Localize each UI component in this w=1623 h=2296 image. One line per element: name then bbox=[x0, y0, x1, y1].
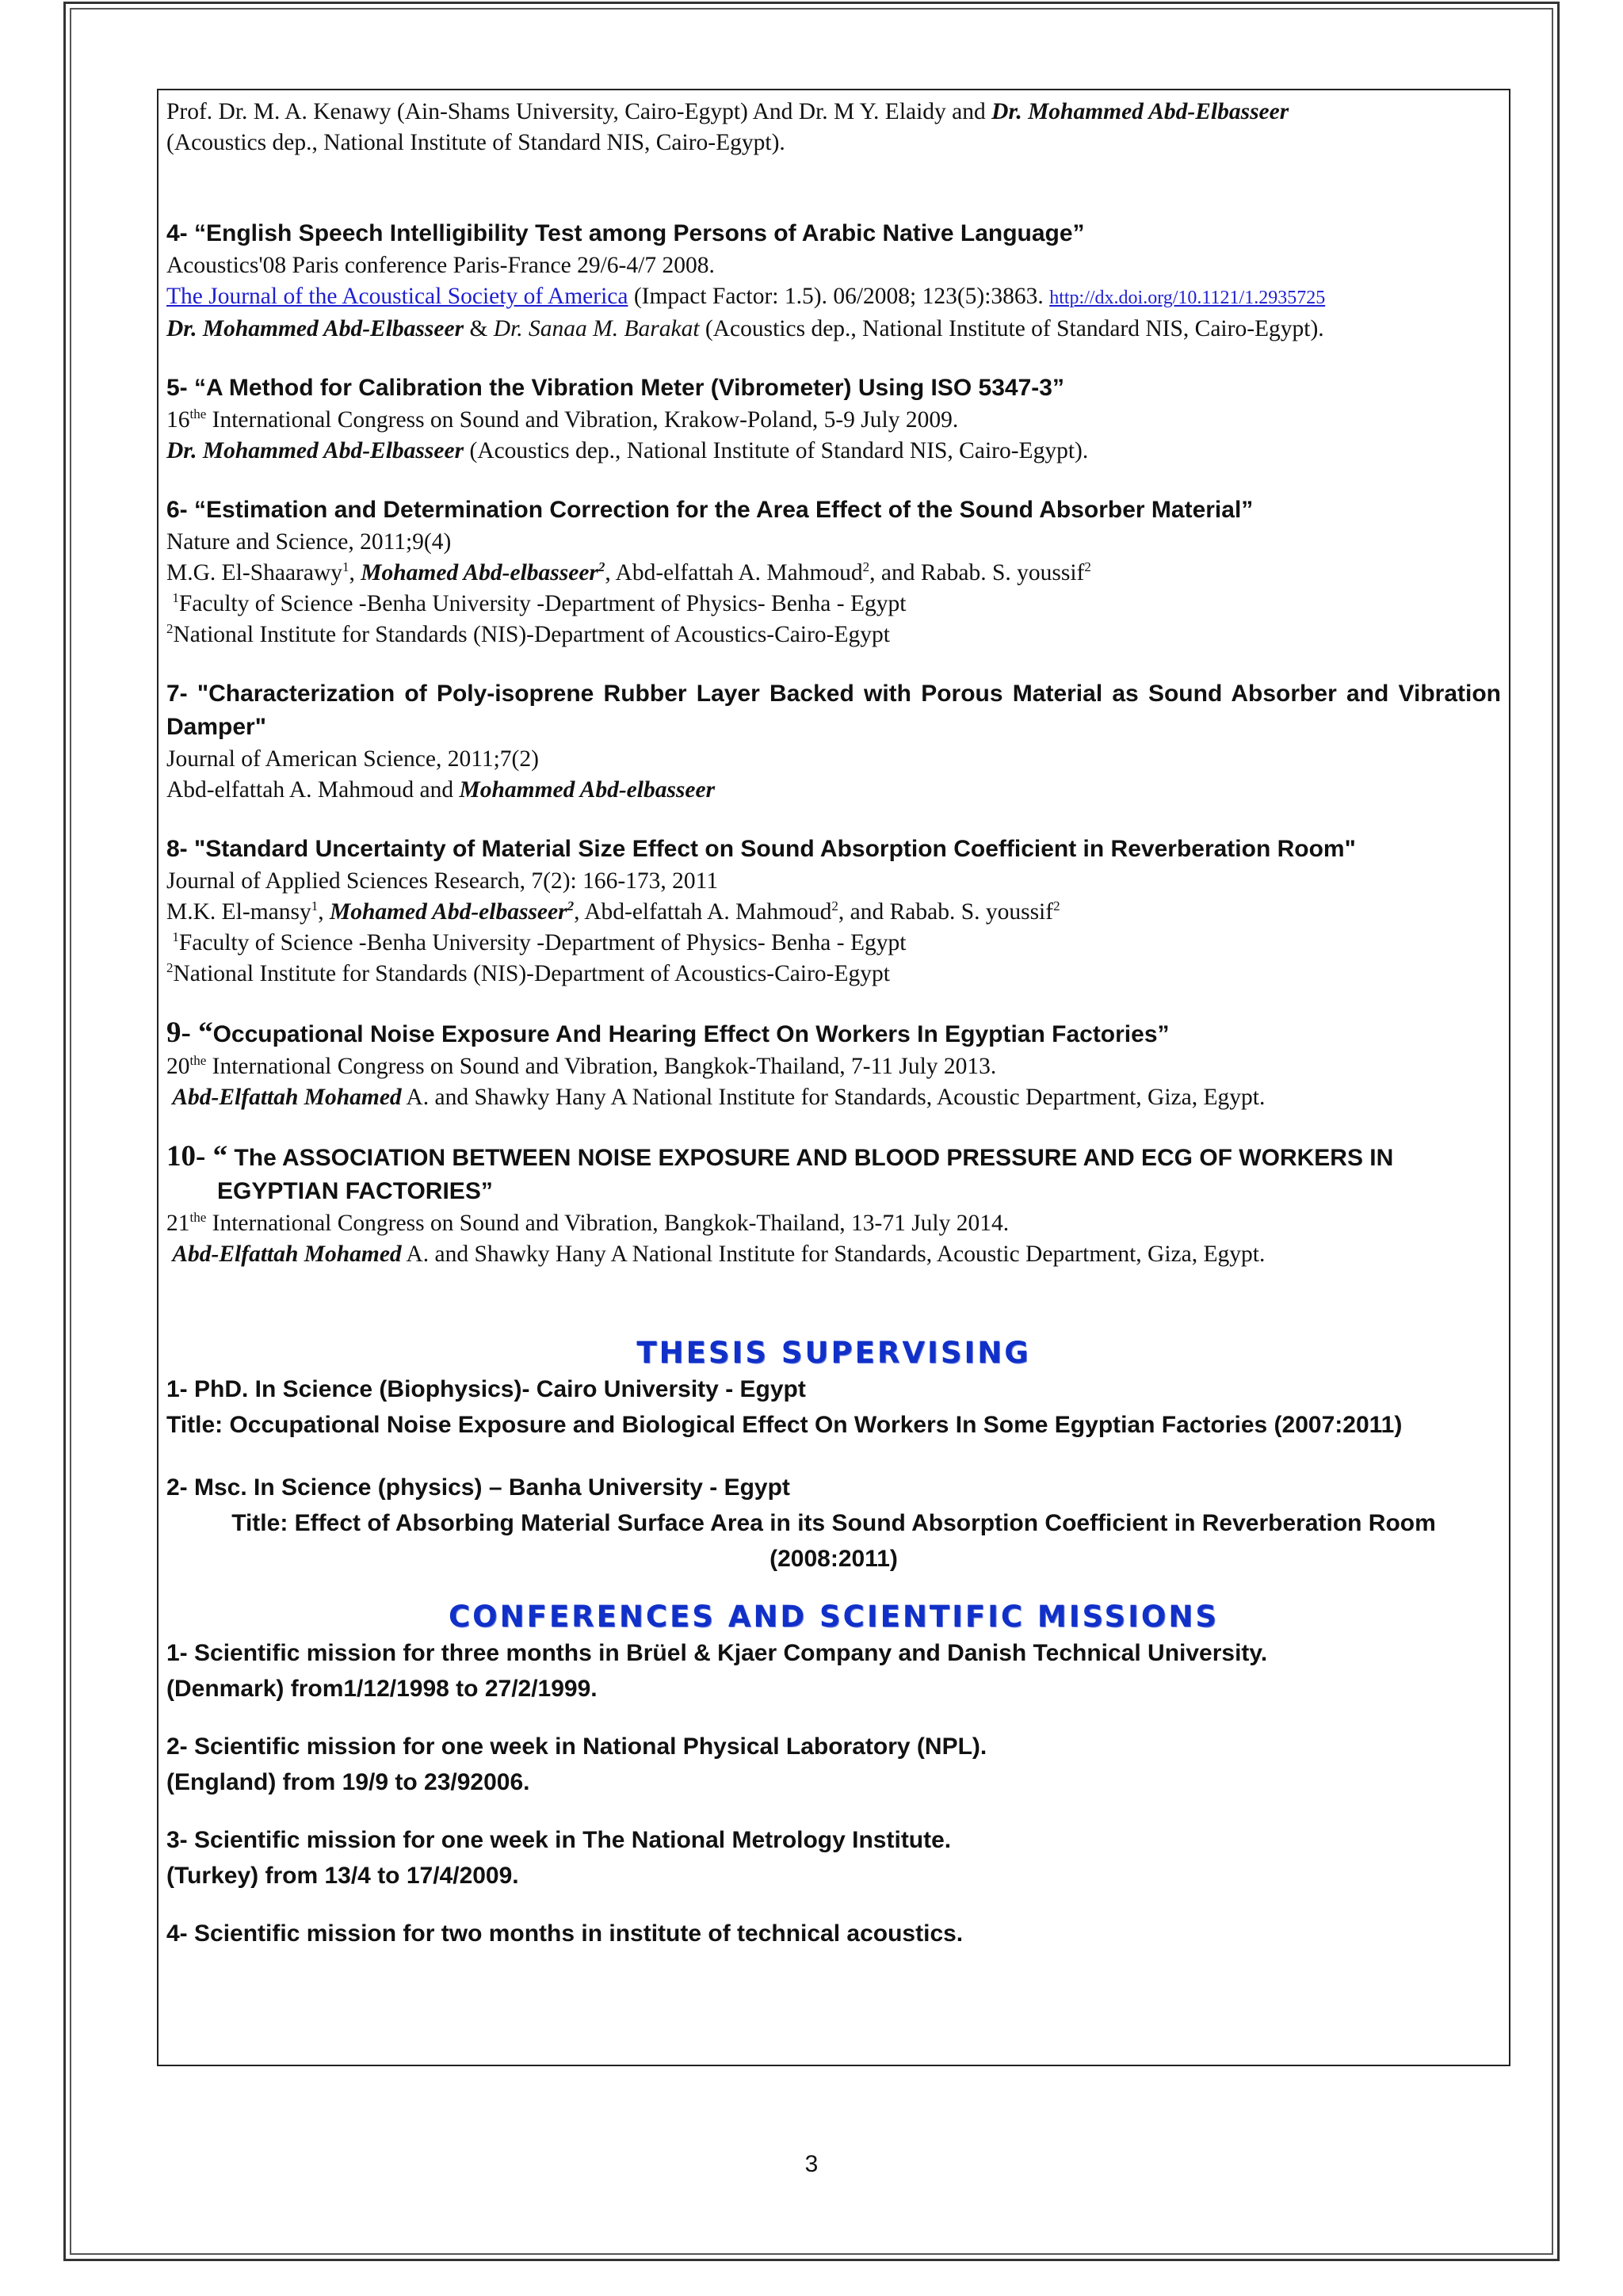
mission-description: 3- Scientific mission for one week in The National Metrology Institute. bbox=[166, 1827, 952, 1853]
publication-title bbox=[166, 1140, 1501, 1175]
affiliation-marker: 2 bbox=[166, 621, 174, 636]
thesis-item-1-degree: 1- PhD. In Science (Biophysics)- Cairo University - Egypt bbox=[166, 1376, 806, 1402]
affiliation-marker: 2 bbox=[1084, 559, 1091, 574]
publication-title: 5- “A Method for Calibration the Vibration Meter (Vibrometer) Using ISO 5347-3” bbox=[166, 375, 1064, 401]
author-name: M.K. El-mansy bbox=[166, 899, 311, 925]
publication-title-continued: EGYPTIAN FACTORIES” bbox=[217, 1178, 493, 1204]
affiliation-marker: 1 bbox=[172, 590, 179, 605]
publication-authors bbox=[166, 1082, 1501, 1113]
section-heading-conferences: CONFERENCES AND SCIENTIFIC MISSIONS bbox=[449, 1600, 1219, 1634]
list-item bbox=[166, 1635, 1501, 1707]
publication-9 bbox=[166, 1016, 1501, 1113]
intro-author-highlight: Dr. Mohammed Abd-Elbasseer bbox=[991, 99, 1289, 124]
affiliation-1 bbox=[166, 928, 1501, 959]
publication-title: 8- "Standard Uncertainty of Material Size Effect on Sound Absorption Coefficient in Reverberation Room" bbox=[166, 836, 1356, 862]
thesis-item-2-degree: 2- Msc. In Science (physics) – Banha University - Egypt bbox=[166, 1474, 790, 1501]
publication-8 bbox=[166, 833, 1501, 990]
publication-authors bbox=[166, 1239, 1501, 1270]
author-affiliation: (Acoustics dep., National Institute of Standard NIS, Cairo-Egypt). bbox=[464, 438, 1089, 463]
intro-block bbox=[166, 97, 1501, 158]
intro-line-1 bbox=[166, 97, 1501, 128]
venue-text: International Congress on Sound and Vibration, Bangkok-Thailand, 13-71 July 2014. bbox=[206, 1211, 1010, 1236]
affiliation-text: National Institute for Standards (NIS)-Department of Acoustics-Cairo-Egypt bbox=[173, 622, 890, 647]
publication-title-text: The ASSOCIATION BETWEEN NOISE EXPOSURE AND BLOOD PRESSURE AND ECG OF WORKERS IN bbox=[227, 1145, 1394, 1171]
venue-ordinal: the bbox=[189, 1053, 207, 1068]
affiliation-2 bbox=[166, 620, 1501, 650]
author-affiliation: (Acoustics dep., National Institute of Standard NIS, Cairo-Egypt). bbox=[699, 316, 1324, 341]
author-affiliation: A. and Shawky Hany A National Institute for Standards, Acoustic Department, Giza, Egypt. bbox=[401, 1241, 1266, 1267]
intro-affiliation: (Acoustics dep., National Institute of Standard NIS, Cairo-Egypt). bbox=[166, 130, 785, 155]
affiliation-marker: 1 bbox=[311, 898, 319, 913]
publication-6 bbox=[166, 494, 1501, 650]
author-name: Dr. Mohammed Abd-Elbasseer bbox=[166, 438, 464, 463]
author-name: Mohammed Abd-elbasseer bbox=[459, 777, 716, 803]
list-item bbox=[166, 1822, 1501, 1894]
affiliation-marker: 2 bbox=[567, 898, 575, 913]
author-name: , Abd-elfattah A. Mahmoud bbox=[574, 899, 832, 925]
author-name: Dr. Mohammed Abd-Elbasseer bbox=[166, 316, 464, 341]
mission-description: 2- Scientific mission for one week in National Physical Laboratory (NPL). bbox=[166, 1733, 987, 1760]
affiliation-marker: 1 bbox=[172, 929, 179, 944]
author-separator: , bbox=[318, 899, 330, 925]
publication-number: 9- “ bbox=[166, 1016, 213, 1049]
venue-number: 16 bbox=[166, 407, 190, 433]
author-name: Abd-Elfattah Mohamed bbox=[172, 1241, 402, 1267]
affiliation-marker: 1 bbox=[342, 559, 349, 574]
affiliation-2 bbox=[166, 959, 1501, 990]
venue-ordinal: the bbox=[189, 1210, 207, 1225]
author-name: Dr. Sanaa M. Barakat bbox=[493, 316, 700, 341]
publication-venue bbox=[166, 405, 1501, 436]
venue-ordinal: the bbox=[189, 406, 207, 421]
affiliation-marker: 2 bbox=[1053, 898, 1060, 913]
mission-dates: (Denmark) from1/12/1998 to 27/2/1999. bbox=[166, 1676, 598, 1702]
venue-number: 21 bbox=[166, 1211, 190, 1236]
affiliation-text: Faculty of Science -Benha University -Department of Physics- Benha - Egypt bbox=[178, 930, 907, 955]
affiliation-marker: 2 bbox=[598, 559, 605, 574]
publication-venue: Journal of American Science, 2011;7(2) bbox=[166, 746, 539, 772]
thesis-item-1-title: Title: Occupational Noise Exposure and Biological Effect On Workers In Some Egyptian Factories (2007:2011) bbox=[166, 1412, 1403, 1438]
publication-authors bbox=[166, 436, 1501, 467]
publication-venue: Acoustics'08 Paris conference Paris-France 29/6-4/7 2008. bbox=[166, 253, 715, 278]
author-name: Mohamed Abd-elbasseer bbox=[329, 899, 567, 925]
author-name: , and Rabab. S. youssif bbox=[838, 899, 1054, 925]
affiliation-text: Faculty of Science -Benha University -Department of Physics- Benha - Egypt bbox=[178, 591, 907, 616]
publication-5 bbox=[166, 372, 1501, 467]
publication-venue bbox=[166, 1051, 1501, 1082]
thesis-section bbox=[166, 1335, 1501, 1577]
author-name: M.G. El-Shaarawy bbox=[166, 560, 343, 585]
affiliation-marker: 2 bbox=[831, 898, 838, 913]
page-number: 3 bbox=[804, 2151, 819, 2177]
venue-number: 20 bbox=[166, 1054, 190, 1079]
publication-7 bbox=[166, 677, 1501, 806]
mission-description: 4- Scientific mission for two months in institute of technical acoustics. bbox=[166, 1920, 964, 1947]
publication-authors bbox=[166, 314, 1501, 345]
author-separator: & bbox=[464, 316, 494, 341]
publication-venue bbox=[166, 1208, 1501, 1239]
conferences-section bbox=[166, 1599, 1501, 1951]
doi-link[interactable]: http://dx.doi.org/10.1121/1.2935725 bbox=[1049, 288, 1326, 308]
author-affiliation: A. and Shawky Hany A National Institute for Standards, Acoustic Department, Giza, Egypt. bbox=[401, 1085, 1266, 1110]
publication-venue: Nature and Science, 2011;9(4) bbox=[166, 529, 452, 555]
publication-number: 10- “ bbox=[166, 1140, 228, 1173]
content-box bbox=[157, 89, 1510, 2066]
publication-title-text: Occupational Noise Exposure And Hearing Effect On Workers In Egyptian Factories” bbox=[212, 1021, 1170, 1047]
publication-authors bbox=[166, 775, 1501, 806]
affiliation-text: National Institute for Standards (NIS)-Department of Acoustics-Cairo-Egypt bbox=[173, 961, 890, 986]
intro-authors: Prof. Dr. M. A. Kenawy (Ain-Shams University, Cairo-Egypt) And Dr. M Y. Elaidy and bbox=[166, 99, 992, 124]
author-name: Mohamed Abd-elbasseer bbox=[361, 560, 598, 585]
affiliation-marker: 2 bbox=[166, 960, 174, 975]
publication-venue: Journal of Applied Sciences Research, 7(2): 166-173, 2011 bbox=[166, 868, 719, 894]
publication-4 bbox=[166, 217, 1501, 345]
journal-details: (Impact Factor: 1.5). 06/2008; 123(5):3863. bbox=[628, 284, 1050, 309]
publication-authors bbox=[166, 558, 1501, 589]
affiliation-1 bbox=[166, 589, 1501, 620]
author-separator: , bbox=[349, 560, 361, 585]
publication-title: 6- “Estimation and Determination Correction for the Area Effect of the Sound Absorber Material” bbox=[166, 497, 1254, 523]
list-item bbox=[166, 1916, 1501, 1951]
author-name: Abd-Elfattah Mohamed bbox=[172, 1085, 402, 1110]
thesis-item-2-title: Title: Effect of Absorbing Material Surface Area in its Sound Absorption Coefficient in Reverberation Room (2008:2011) bbox=[231, 1510, 1436, 1572]
venue-text: International Congress on Sound and Vibration, Krakow-Poland, 5-9 July 2009. bbox=[206, 407, 959, 433]
section-heading-thesis: THESIS SUPERVISING bbox=[636, 1336, 1031, 1370]
publication-10 bbox=[166, 1140, 1501, 1270]
venue-text: International Congress on Sound and Vibration, Bangkok-Thailand, 7-11 July 2013. bbox=[206, 1054, 997, 1079]
journal-link[interactable]: The Journal of the Acoustical Society of America bbox=[166, 284, 628, 309]
publication-journal-line bbox=[166, 281, 1501, 314]
affiliation-marker: 2 bbox=[862, 559, 870, 574]
list-item bbox=[166, 1729, 1501, 1800]
publication-title: 7- "Characterization of Poly-isoprene Rubber Layer Backed with Porous Material as Sound Absorber and Vibration Damper" bbox=[166, 681, 1501, 740]
mission-description: 1- Scientific mission for three months in Brüel & Kjaer Company and Danish Technical University. bbox=[166, 1640, 1268, 1666]
mission-dates: (Turkey) from 13/4 to 17/4/2009. bbox=[166, 1863, 519, 1889]
publication-authors bbox=[166, 897, 1501, 928]
publication-title: 4- “English Speech Intelligibility Test among Persons of Arabic Native Language” bbox=[166, 220, 1085, 246]
publication-title bbox=[166, 1016, 1501, 1051]
author-name: , and Rabab. S. youssif bbox=[869, 560, 1085, 585]
mission-dates: (England) from 19/9 to 23/92006. bbox=[166, 1769, 530, 1795]
author-name: Abd-elfattah A. Mahmoud and bbox=[166, 777, 460, 803]
author-name: , Abd-elfattah A. Mahmoud bbox=[605, 560, 863, 585]
